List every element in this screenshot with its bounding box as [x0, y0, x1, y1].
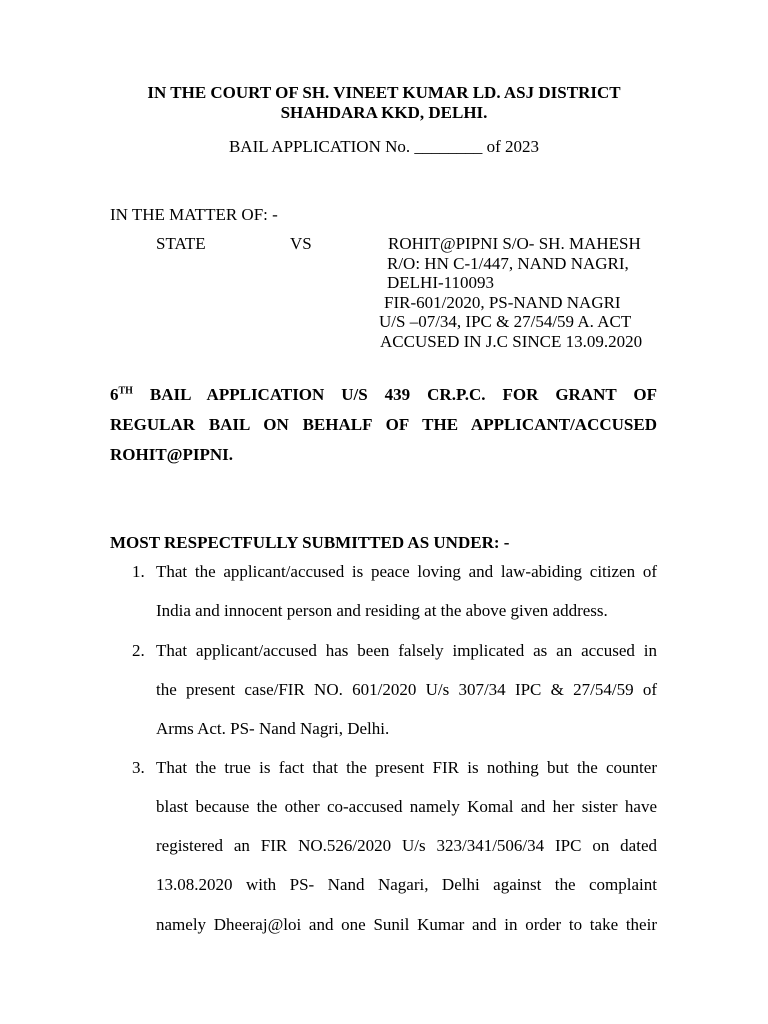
accused-line: ACCUSED IN J.C SINCE 13.09.2020: [380, 332, 643, 351]
court-title-line-1: IN THE COURT OF SH. VINEET KUMAR LD. ASJ DISTRICT: [147, 83, 621, 102]
paragraph-line: That applicant/accused has been falsely implicated as an accused in: [156, 641, 657, 660]
paragraph-line: 13.08.2020 with PS- Nand Nagari, Delhi against the complaint: [156, 875, 657, 894]
paragraph-number: 3.: [132, 758, 145, 777]
application-number: BAIL APPLICATION No. ________ of 2023: [228, 137, 540, 156]
paragraph-line: That the true is fact that the present FIR is nothing but the counter: [156, 758, 657, 777]
paragraph-number: 1.: [132, 562, 145, 581]
paragraph-line: the present case/FIR NO. 601/2020 U/s 307/34 IPC & 27/54/59 of: [156, 680, 657, 699]
ordinal-suffix: TH: [118, 385, 133, 397]
paragraph-line: Arms Act. PS- Nand Nagri, Delhi.: [156, 719, 390, 738]
paragraph-line: blast because the other co-accused namely Komal and her sister have: [156, 797, 657, 816]
ordinal-number: 6: [110, 385, 119, 404]
application-heading-line-2: REGULAR BAIL ON BEHALF OF THE APPLICANT/ACCUSED: [110, 415, 657, 434]
paragraph-line: India and innocent person and residing at the above given address.: [156, 601, 608, 620]
heading-text: BAIL APPLICATION U/S 439 CR.P.C. FOR GRANT OF: [132, 385, 657, 404]
paragraph-number: 2.: [132, 641, 145, 660]
accused-line: U/S –07/34, IPC & 27/54/59 A. ACT: [379, 312, 632, 331]
application-heading-line-3: ROHIT@PIPNI.: [110, 445, 234, 464]
party-state: STATE: [156, 234, 206, 253]
paragraph-line: That the applicant/accused is peace loving and law-abiding citizen of: [156, 562, 657, 581]
accused-line: ROHIT@PIPNI S/O- SH. MAHESH: [388, 234, 641, 253]
court-title-line-2: SHAHDARA KKD, DELHI.: [280, 103, 488, 122]
matter-label: IN THE MATTER OF: -: [110, 205, 278, 224]
accused-line: DELHI-110093: [387, 273, 495, 292]
submission-heading: MOST RESPECTFULLY SUBMITTED AS UNDER: -: [110, 533, 510, 552]
accused-line: R/O: HN C-1/447, NAND NAGRI,: [387, 254, 629, 273]
paragraph-line: namely Dheeraj@loi and one Sunil Kumar and in order to take their: [156, 915, 657, 934]
party-vs: VS: [290, 234, 312, 253]
application-heading-line-1: [110, 385, 657, 405]
paragraph-line: registered an FIR NO.526/2020 U/s 323/341/506/34 IPC on dated: [156, 836, 657, 855]
accused-line: FIR-601/2020, PS-NAND NAGRI: [384, 293, 621, 312]
